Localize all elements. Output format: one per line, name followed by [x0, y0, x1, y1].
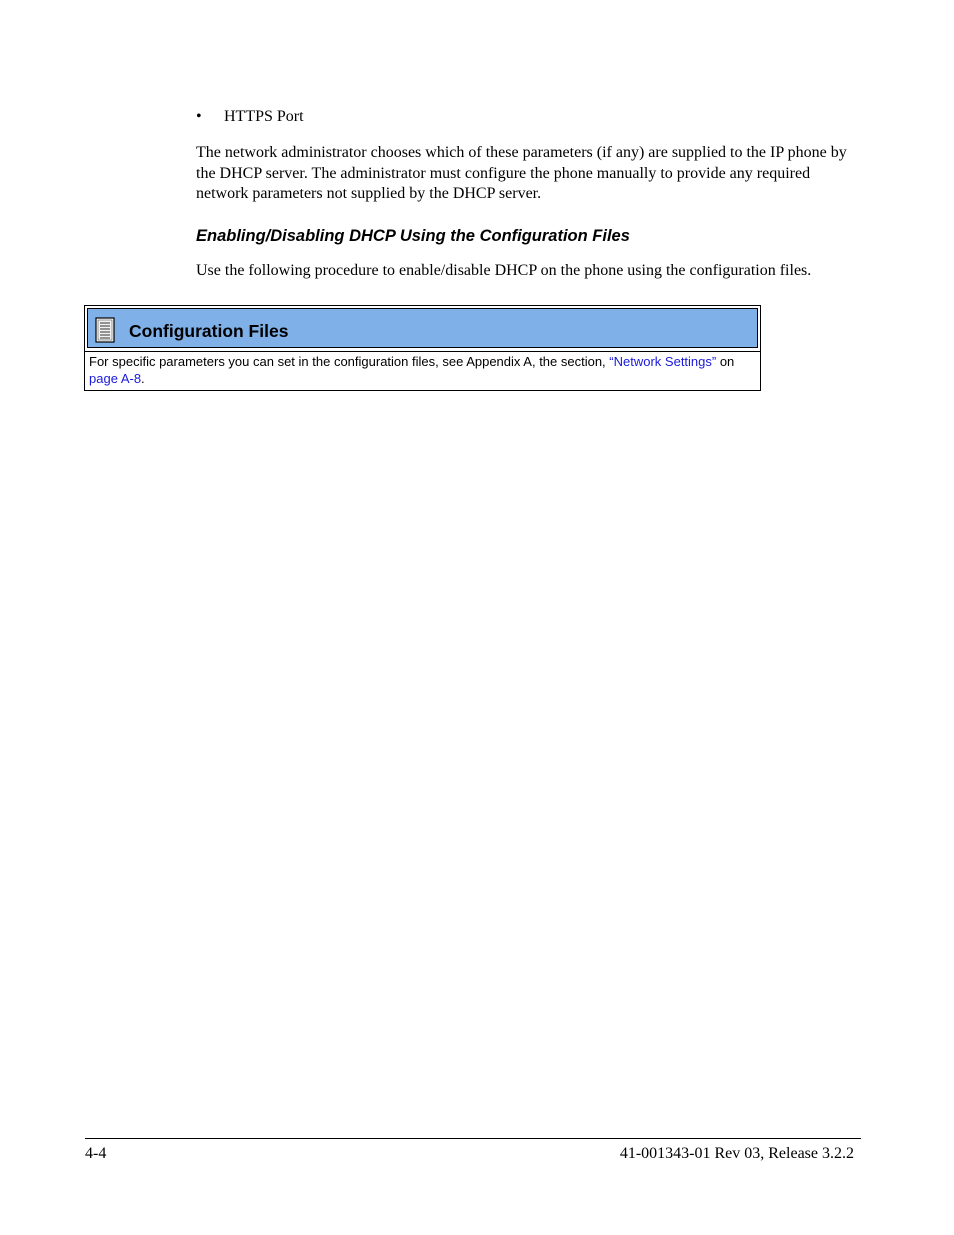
network-settings-link[interactable]: “Network Settings”: [609, 354, 717, 369]
note-text-before: For specific parameters you can set in the configuration files, see Appendix A, the section,: [89, 354, 610, 369]
note-header: [87, 308, 758, 348]
footer-document-id: 41-001343-01 Rev 03, Release 3.2.2: [619, 1145, 854, 1162]
configuration-files-note: [84, 305, 761, 391]
note-title: Configuration Files: [129, 321, 289, 341]
section-heading: Enabling/Disabling DHCP Using the Configuration Files: [196, 227, 630, 245]
bullet-text: HTTPS Port: [224, 108, 304, 125]
note-divider: [85, 351, 760, 352]
note-text-middle: on: [716, 354, 735, 369]
body-paragraph-procedure-intro: Use the following procedure to enable/disable DHCP on the phone using the configuration files.: [196, 262, 812, 279]
note-body: [89, 353, 749, 387]
footer-page-number: 4-4: [85, 1145, 107, 1162]
body-paragraph-dhcp-parameters: The network administrator chooses which of these parameters (if any) are supplied to the IP phone by the DHCP server. The administrator must configure the phone manually to provide any required network parameters not supplied by the DHCP server.: [196, 144, 847, 202]
page-reference-link[interactable]: page A-8: [89, 371, 142, 386]
document-icon: [95, 317, 115, 343]
footer-divider: [85, 1138, 861, 1139]
bullet-marker: •: [196, 108, 202, 125]
bullet-list-item: [196, 107, 304, 127]
note-text-after: .: [141, 371, 145, 386]
